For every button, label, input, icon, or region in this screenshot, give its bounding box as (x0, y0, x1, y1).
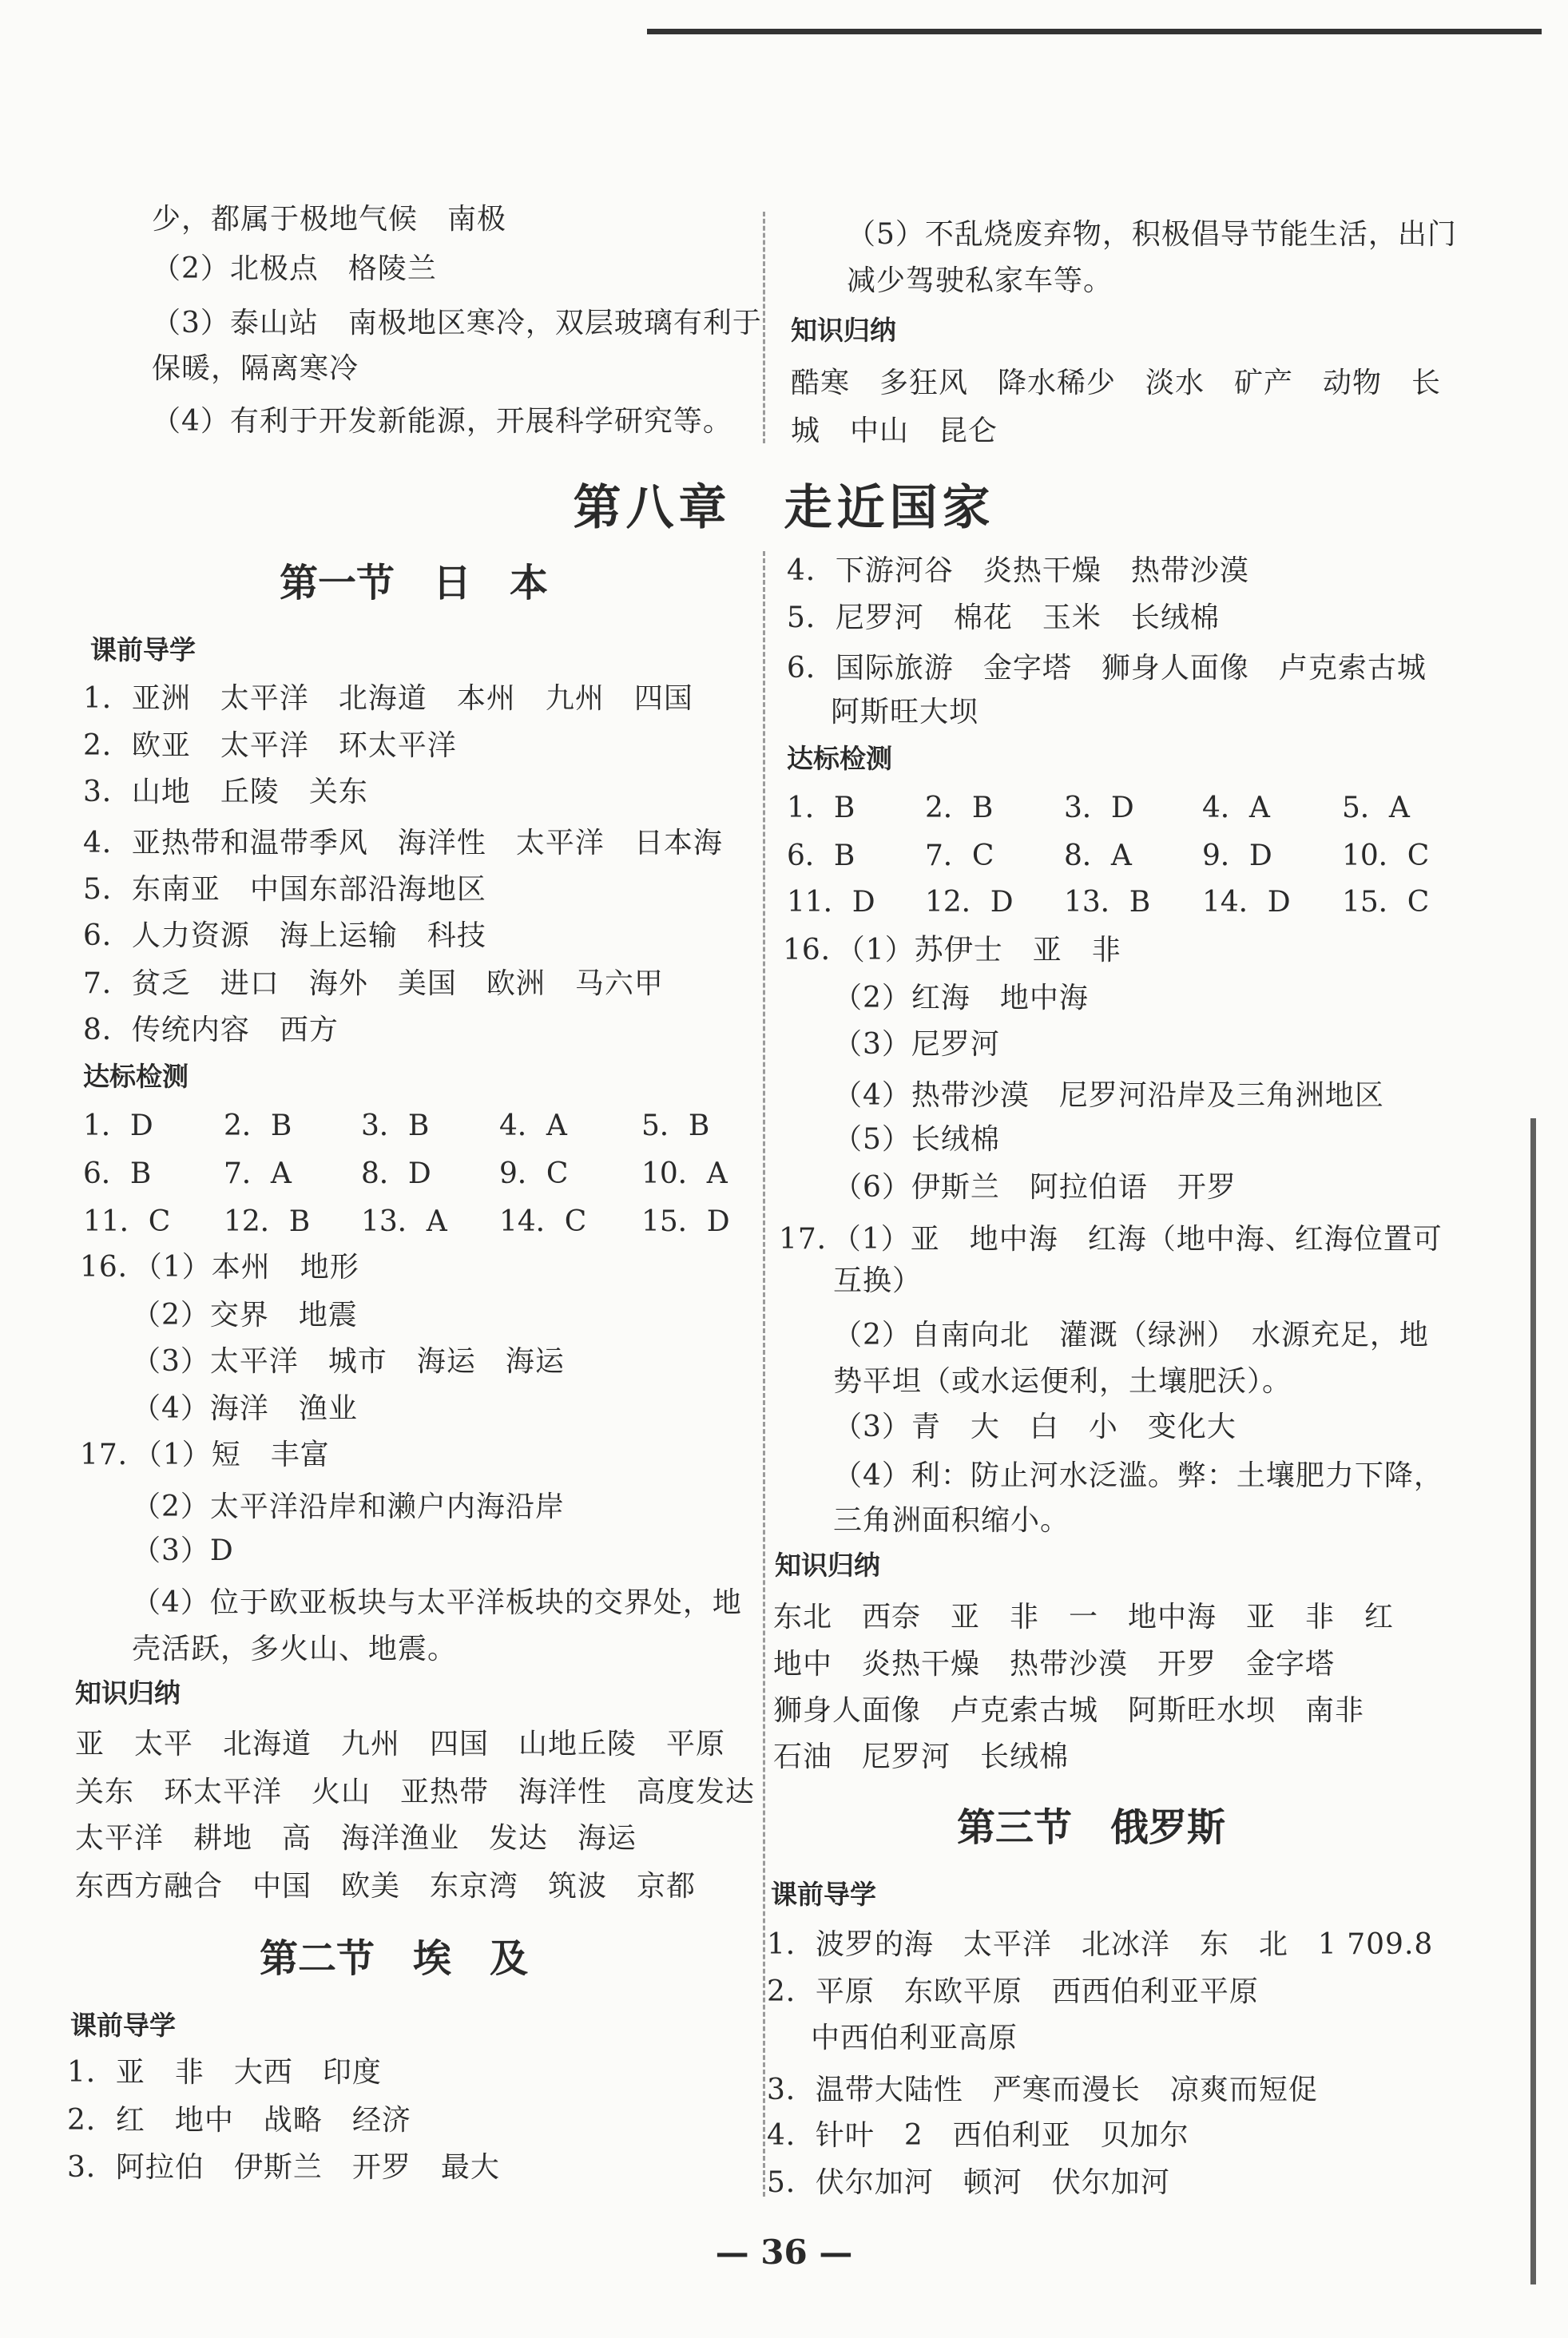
mc-answer: 4．A (499, 1109, 567, 1142)
section-title-japan: 第一节 日 本 (280, 561, 549, 605)
open-answer: 互换） (833, 1264, 923, 1297)
mc-answer: 14．D (1202, 886, 1291, 919)
pre-study-item: 6．人力资源 海上运输 科技 (83, 919, 486, 952)
mc-answer: 14．C (499, 1205, 587, 1238)
open-answer: （4）位于欧亚板块与太平洋板块的交界处，地 (132, 1586, 742, 1619)
mc-answer: 2．B (925, 792, 994, 824)
summary-line: 关东 环太平洋 火山 亚热带 海洋性 高度发达 (75, 1776, 756, 1808)
mc-answer: 6．B (787, 840, 855, 872)
mc-answer: 8．A (1064, 840, 1132, 872)
open-answer: 17．（1）短 丰富 (80, 1439, 330, 1471)
top-left-line: （4）有利于开发新能源，开展科学研究等。 (152, 405, 732, 438)
open-answer: （3）太平洋 城市 海运 海运 (132, 1345, 565, 1378)
mc-answer: 3．D (1064, 792, 1134, 824)
open-answer: （3）尼罗河 (833, 1028, 1000, 1061)
top-right-line: 减少驾驶私家车等。 (847, 264, 1113, 297)
pre-study-item: 1．波罗的海 太平洋 北冰洋 东 北 1 709.8 (767, 1928, 1434, 1961)
chapter-title: 第八章 走近国家 (573, 480, 995, 536)
pre-study-item: 1．亚洲 太平洋 北海道 本州 九州 四国 (83, 682, 693, 715)
summary-line: 亚 太平 北海道 九州 四国 山地丘陵 平原 (75, 1728, 726, 1760)
column-divider (763, 551, 765, 2197)
summary-heading: 知识归纳 (791, 315, 896, 346)
pre-study-item: 阿斯旺大坝 (831, 696, 979, 728)
pre-study-item: 5．伏尔加河 顿河 伏尔加河 (767, 2166, 1170, 2199)
open-answer: （6）伊斯兰 阿拉伯语 开罗 (833, 1171, 1237, 1204)
pre-study-item: 4．下游河谷 炎热干燥 热带沙漠 (787, 554, 1249, 587)
open-answer: （4）热带沙漠 尼罗河沿岸及三角洲地区 (833, 1079, 1384, 1112)
open-answer: （2）太平洋沿岸和濑户内海沿岸 (132, 1491, 565, 1523)
mc-answer: 15．D (641, 1205, 730, 1238)
open-answer: （2）交界 地震 (132, 1299, 358, 1332)
summary-line: 地中 炎热干燥 热带沙漠 开罗 金字塔 (773, 1648, 1336, 1681)
mc-answer: 12．D (925, 886, 1014, 919)
open-answer: 16．（1）苏伊士 亚 非 (783, 934, 1121, 967)
summary-line: 酷寒 多狂风 降水稀少 淡水 矿产 动物 长 (791, 367, 1442, 399)
top-left-line: 少，都属于极地气候 南极 (152, 203, 507, 236)
mc-answer: 13．B (1064, 886, 1151, 919)
open-answer: （3）D (132, 1534, 234, 1567)
mc-answer: 10．A (641, 1157, 728, 1190)
summary-line: 石油 尼罗河 长绒棉 (773, 1741, 1070, 1773)
mc-answer: 10．C (1342, 840, 1430, 872)
open-answer: 16．（1）本州 地形 (80, 1251, 359, 1284)
open-answer: 势平坦（或水运便利，土壤肥沃）。 (833, 1365, 1292, 1398)
pre-study-item: 2．欧亚 太平洋 环太平洋 (83, 729, 457, 762)
summary-line: 狮身人面像 卢克索古城 阿斯旺水坝 南非 (773, 1694, 1365, 1727)
open-answer: （3）青 大 白 小 变化大 (833, 1411, 1237, 1443)
mc-answer: 5．B (641, 1109, 710, 1142)
summary-heading: 知识归纳 (775, 1550, 880, 1581)
mc-answer: 1．B (787, 792, 855, 824)
section-title-russia: 第三节 俄罗斯 (957, 1805, 1226, 1850)
pre-study-item: 2．平原 东欧平原 西西伯利亚平原 (767, 1975, 1259, 2008)
mc-answer: 4．A (1202, 792, 1270, 824)
page-number: — 36 — (715, 2233, 853, 2272)
page-edge-bar (1530, 1118, 1536, 2284)
mc-answer: 11．D (787, 886, 875, 919)
summary-line: 东北 西奈 亚 非 一 地中海 亚 非 红 (773, 1601, 1395, 1633)
top-left-line: 保暖，隔离寒冷 (152, 352, 359, 385)
top-left-line: （3）泰山站 南极地区寒冷，双层玻璃有利于 (152, 307, 762, 339)
pre-study-item: 4．针叶 2 西伯利亚 贝加尔 (767, 2119, 1189, 2152)
pre-study-item: 3．阿拉伯 伊斯兰 开罗 最大 (67, 2151, 500, 2184)
pre-study-heading: 课前导学 (90, 634, 196, 665)
pre-study-item: 3．山地 丘陵 关东 (83, 776, 368, 808)
open-answer: 三角洲面积缩小。 (833, 1504, 1070, 1537)
pre-study-heading: 课前导学 (771, 1879, 876, 1910)
mc-answer: 15．C (1342, 886, 1430, 919)
pre-study-item: 3．温带大陆性 严寒而漫长 凉爽而短促 (767, 2074, 1318, 2106)
test-heading: 达标检测 (83, 1061, 189, 1092)
top-left-line: （2）北极点 格陵兰 (152, 252, 437, 285)
pre-study-item: 8．传统内容 西方 (83, 1014, 339, 1046)
top-rule (647, 29, 1542, 34)
pre-study-item: 6．国际旅游 金字塔 狮身人面像 卢克索古城 (787, 652, 1427, 685)
summary-line: 城 中山 昆仑 (791, 415, 998, 447)
pre-study-item: 7．贫乏 进口 海外 美国 欧洲 马六甲 (83, 967, 664, 1000)
pre-study-item: 5．尼罗河 棉花 玉米 长绒棉 (787, 601, 1220, 634)
mc-answer: 5．A (1342, 792, 1410, 824)
section-title-egypt: 第二节 埃 及 (260, 1936, 529, 1981)
pre-study-heading: 课前导学 (70, 2010, 176, 2041)
mc-answer: 9．D (1202, 840, 1272, 872)
mc-answer: 12．B (224, 1205, 311, 1238)
open-answer: （2）自南向北 灌溉（绿洲） 水源充足，地 (833, 1319, 1429, 1352)
open-answer: （5）长绒棉 (833, 1123, 1000, 1156)
open-answer: （4）海洋 渔业 (132, 1392, 358, 1425)
open-answer: 壳活跃，多火山、地震。 (132, 1633, 458, 1665)
summary-line: 东西方融合 中国 欧美 东京湾 筑波 京都 (75, 1870, 697, 1903)
pre-study-item: 4．亚热带和温带季风 海洋性 太平洋 日本海 (83, 827, 723, 859)
mc-answer: 11．C (83, 1205, 171, 1238)
test-heading: 达标检测 (787, 743, 892, 774)
mc-answer: 2．B (224, 1109, 292, 1142)
mc-answer: 9．C (499, 1157, 569, 1190)
open-answer: （2）红海 地中海 (833, 982, 1089, 1014)
summary-heading: 知识归纳 (75, 1677, 181, 1709)
pre-study-item: 5．东南亚 中国东部沿海地区 (83, 873, 486, 906)
mc-answer: 1．D (83, 1109, 153, 1142)
column-divider-top (763, 212, 765, 443)
open-answer: （4）利：防止河水泛滥。弊：土壤肥力下降， (833, 1459, 1443, 1492)
pre-study-item: 2．红 地中 战略 经济 (67, 2104, 411, 2137)
open-answer: 17．（1）亚 地中海 红海（地中海、红海位置可 (779, 1223, 1443, 1256)
pre-study-item: 中西伯利亚高原 (811, 2022, 1018, 2054)
mc-answer: 7．A (224, 1157, 292, 1190)
mc-answer: 6．B (83, 1157, 152, 1190)
top-right-line: （5）不乱烧废弃物，积极倡导节能生活，出门 (847, 218, 1457, 251)
pre-study-item: 1．亚 非 大西 印度 (67, 2056, 382, 2089)
summary-line: 太平洋 耕地 高 海洋渔业 发达 海运 (75, 1822, 637, 1855)
mc-answer: 8．D (361, 1157, 431, 1190)
mc-answer: 13．A (361, 1205, 447, 1238)
mc-answer: 3．B (361, 1109, 430, 1142)
mc-answer: 7．C (925, 840, 994, 872)
